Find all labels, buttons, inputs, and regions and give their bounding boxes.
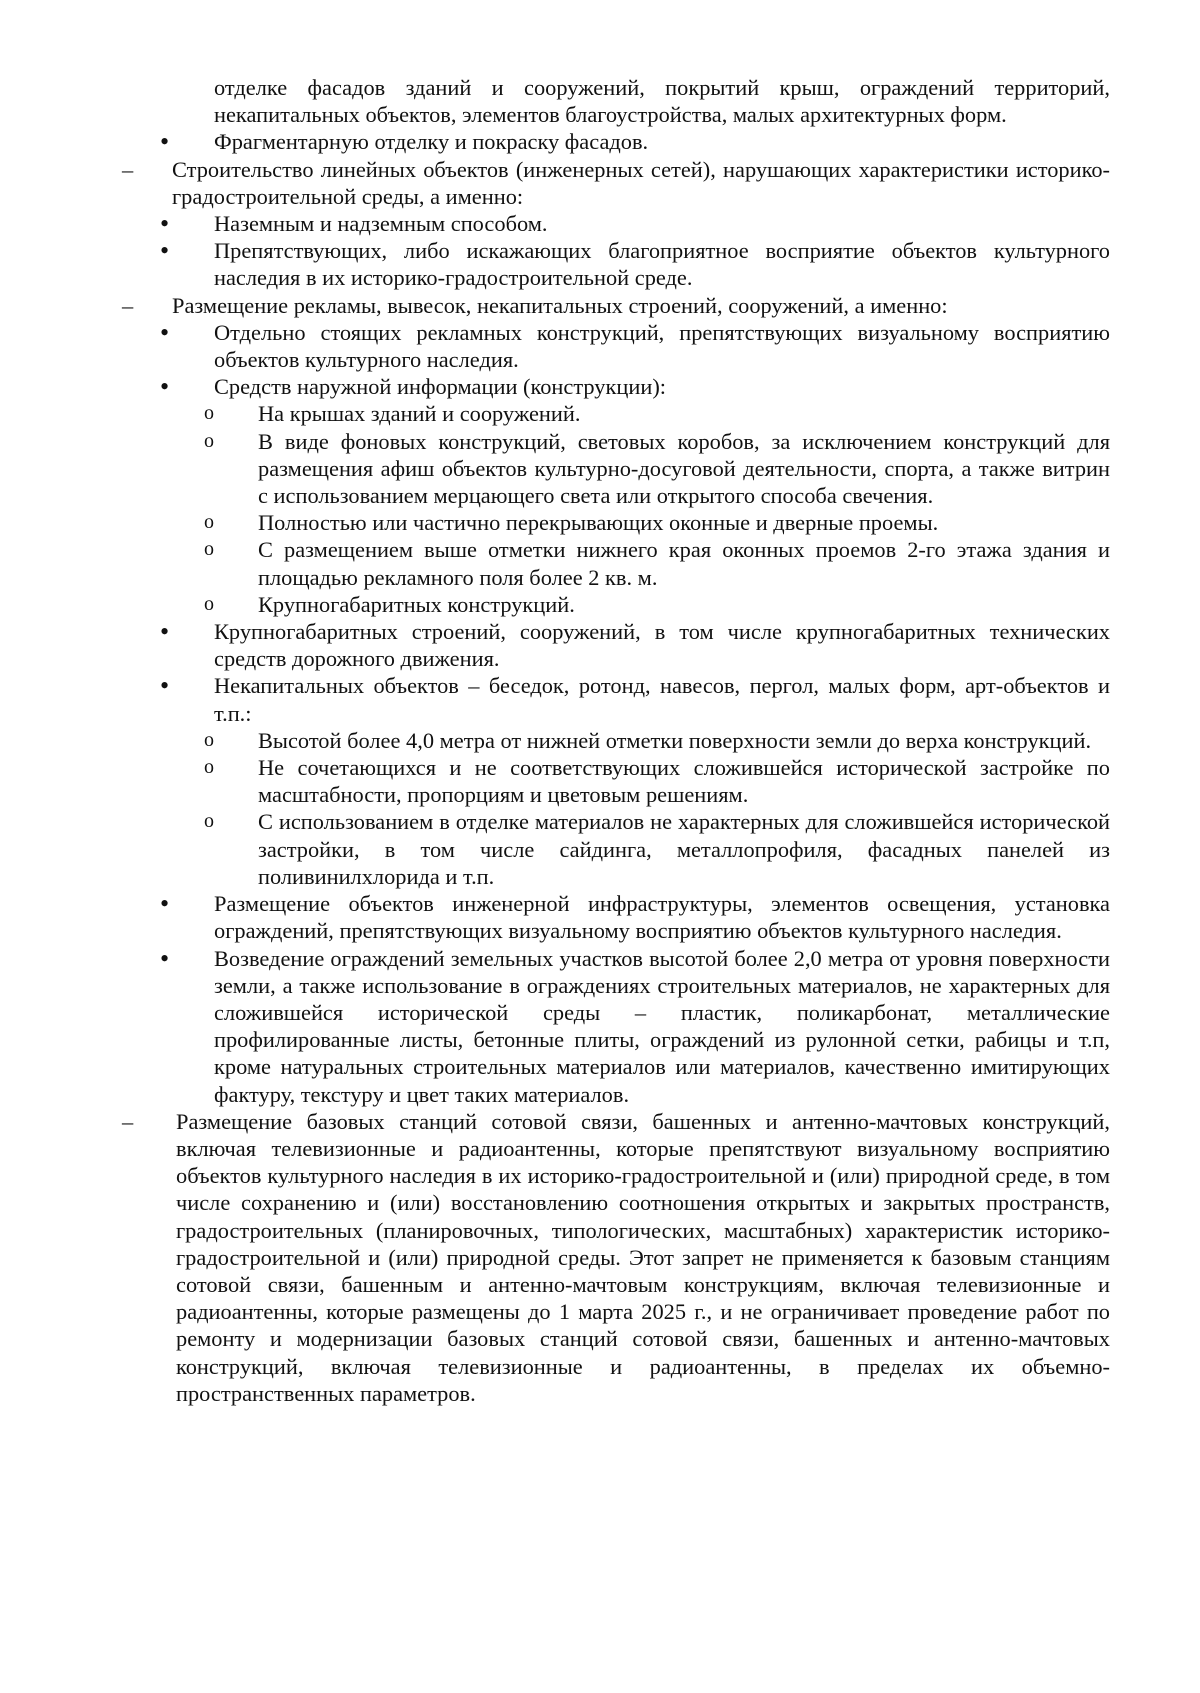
- list-item-text: Некапитальных объектов – беседок, ротонд, навесов, пергол, малых форм, арт-объектов и т.п.:: [214, 673, 1110, 726]
- list-item-text: Отдельно стоящих рекламных конструкций, препятствующих визуальному восприятию объектов культурного наследия.: [214, 319, 1110, 373]
- circle-marker: o: [204, 511, 214, 534]
- dash-marker: –: [122, 292, 134, 318]
- list-item-text: В виде фоновых конструкций, световых коробов, за исключением конструкций для размещения афиш объектов культурно-досуговой деятельности, спорта, а также витрин с использованием мерцающего света или открытого способа свечения.: [258, 428, 1110, 509]
- list-item-text: Строительство линейных объектов (инженерных сетей), нарушающих характеристики историко-градостроительной среды, а именно:: [172, 156, 1110, 209]
- list-item-text: С использованием в отделке материалов не характерных для сложившейся исторической застройки, в том числе сайдинга, металлопрофиля, фасадных панелей из поливинилхлорида и т.п.: [258, 809, 1110, 889]
- list-item-text: Размещение объектов инженерной инфраструктуры, элементов освещения, установка ограждений, препятствующих визуальному восприятию объектов культурного наследия.: [214, 891, 1110, 944]
- bullet-marker: •: [160, 372, 170, 402]
- list-item-dash: [120, 156, 1110, 210]
- list-item-bullet: [120, 210, 1110, 237]
- list-item-circle: [120, 727, 1110, 754]
- bullet-marker: •: [160, 317, 170, 347]
- dash-marker: –: [122, 1108, 134, 1134]
- list-item-circle: [120, 754, 1110, 808]
- list-item-bullet: [120, 373, 1110, 400]
- list-item-dash: [120, 1108, 1110, 1407]
- list-item-bullet: [120, 945, 1110, 1108]
- list-item-bullet: [120, 890, 1110, 944]
- list-item-bullet: [120, 128, 1110, 155]
- dash-marker: –: [122, 156, 134, 182]
- paragraph-continuation: отделке фасадов зданий и сооружений, покрытий крыш, ограждений территорий, некапитальных объектов, элементов благоустройства, малых архитектурных форм.: [214, 75, 1110, 128]
- list-item-text: Не сочетающихся и не соответствующих сложившейся исторической застройке по масштабности, пропорциям и цветовым решениям.: [258, 755, 1110, 808]
- list-item-circle: [120, 428, 1110, 510]
- list-item-text: Размещение рекламы, вывесок, некапитальных строений, сооружений, а именно:: [172, 292, 948, 318]
- list-item-text: Высотой более 4,0 метра от нижней отметки поверхности земли до верха конструкций.: [258, 727, 1092, 753]
- circle-marker: o: [204, 756, 214, 779]
- bullet-marker: •: [160, 617, 170, 647]
- bullet-marker: •: [160, 236, 170, 266]
- list-item-circle: [120, 536, 1110, 590]
- circle-marker: o: [204, 728, 214, 751]
- list-item-text: Средств наружной информации (конструкции):: [214, 374, 666, 400]
- bullet-marker: •: [160, 209, 170, 239]
- list-item-bullet: [120, 319, 1110, 373]
- list-item-text: Возведение ограждений земельных участков высотой более 2,0 метра от уровня поверхности земли, а также использование в ограждениях строительных материалов, не характерных для сложившейся исторической среды – пластик, поликарбонат, металлические профилированные листы, бетонные плиты, ограждений из рулонной сетки, рабицы и т.п, кроме натуральных строительных материалов или материалов, качественно имитирующих фактуру, текстуру и цвет таких материалов.: [214, 945, 1110, 1107]
- list-item-text: Крупногабаритных строений, сооружений, в том числе крупногабаритных технических средств дорожного движения.: [214, 619, 1110, 672]
- circle-marker: o: [204, 538, 214, 561]
- list-item-text: На крышах зданий и сооружений.: [258, 401, 581, 427]
- bullet-marker: •: [160, 127, 170, 157]
- list-item-circle: [120, 591, 1110, 618]
- list-item-text: С размещением выше отметки нижнего края оконных проемов 2-го этажа здания и площадью рекламного поля более 2 кв. м.: [258, 537, 1110, 590]
- bullet-marker: •: [160, 889, 170, 919]
- list-item-text: Размещение базовых станций сотовой связи, башенных и антенно-мачтовых конструкций, включая телевизионные и радиоантенны, которые препятствуют визуальному восприятию объектов культурного наследия в их историко-градостроительной и (или) природной среде, в том числе сохранению и (или) восстановлению соотношения открытых и закрытых пространств, градостроительных (планировочных, типологических, масштабных) характеристик историко-градостроительной и (или) природной среды. Этот запрет не применяется к базовым станциям сотовой связи, башенным и антенно-мачтовым конструкциям, включая телевизионные и радиоантенны, которые размещены до 1 марта 2025 г., и не ограничивает проведение работ по ремонту и модернизации базовых станций сотовой связи, башенных и антенно-мачтовых конструкций, включая телевизионные и радиоантенны, в пределах их объемно-пространственных параметров.: [176, 1108, 1110, 1406]
- circle-marker: o: [204, 592, 214, 615]
- list-item-text: Препятствующих, либо искажающих благоприятное восприятие объектов культурного наследия в их историко-градостроительной среде.: [214, 238, 1110, 291]
- list-item-circle: [120, 808, 1110, 890]
- bullet-marker: •: [160, 671, 170, 701]
- list-item-text: Фрагментарную отделку и покраску фасадов.: [214, 129, 649, 155]
- list-item-circle: [120, 400, 1110, 427]
- document-body: [120, 74, 1110, 1407]
- list-item-text: Наземным и надземным способом.: [214, 211, 548, 237]
- bullet-marker: •: [160, 943, 170, 973]
- list-item-bullet: [120, 672, 1110, 726]
- circle-marker: o: [204, 429, 214, 452]
- circle-marker: o: [204, 810, 214, 833]
- list-item-text: Крупногабаритных конструкций.: [258, 591, 575, 617]
- list-item-text: Полностью или частично перекрывающих оконные и дверные проемы.: [258, 510, 939, 536]
- list-item-circle: [120, 509, 1110, 536]
- list-item-dash: [120, 292, 1110, 319]
- list-item-bullet: [120, 237, 1110, 291]
- list-item-bullet: [120, 618, 1110, 672]
- circle-marker: o: [204, 402, 214, 425]
